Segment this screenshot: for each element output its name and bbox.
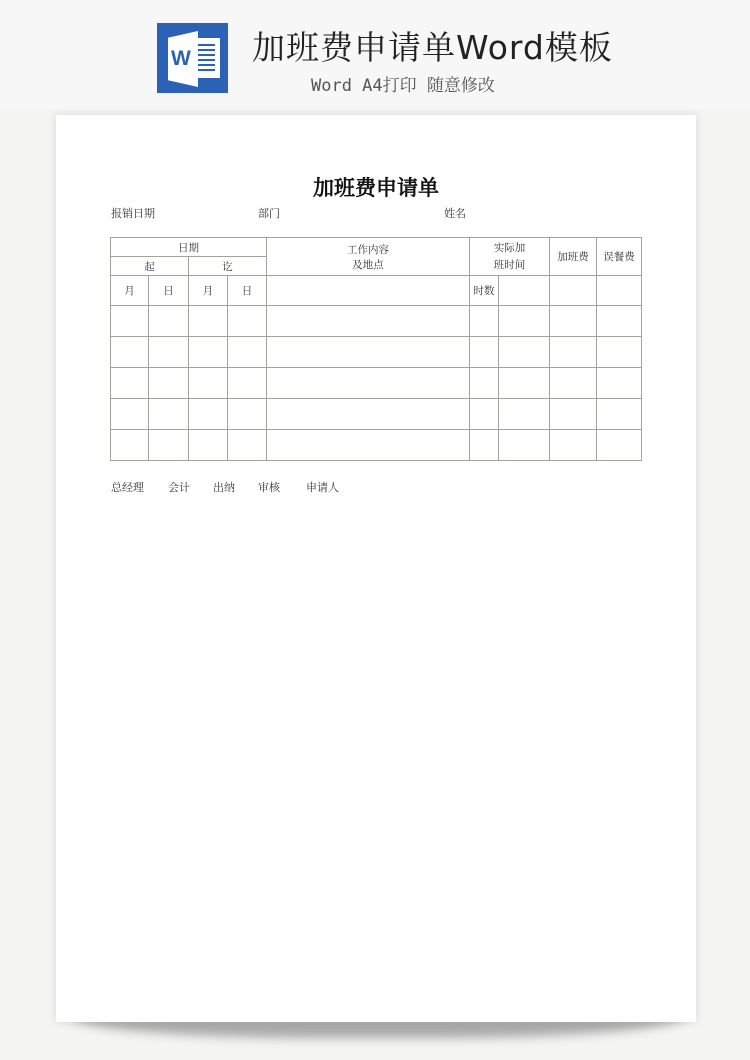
table-row (111, 337, 642, 368)
signature-accountant: 会计 (168, 481, 190, 494)
header-work-content: 工作内容 及地点 (267, 238, 470, 276)
overtime-table (110, 237, 642, 461)
table-row (111, 306, 642, 337)
header-day-start: 日 (149, 276, 189, 306)
banner-title: 加班费申请单Word模板 (252, 28, 613, 67)
header-month-end: 月 (189, 276, 228, 306)
name-label: 姓名 (444, 207, 466, 220)
table-row (111, 399, 642, 430)
signature-general-manager: 总经理 (111, 481, 144, 494)
header-day-end: 日 (228, 276, 267, 306)
department-label: 部门 (258, 207, 280, 220)
document-title: 加班费申请单 (313, 175, 439, 200)
header-overtime-pay: 加班费 (550, 238, 597, 276)
word-icon: W (157, 23, 228, 93)
header-end: 讫 (189, 257, 267, 276)
table-row (111, 368, 642, 399)
banner-subtitle: Word A4打印 随意修改 (311, 76, 495, 96)
signature-cashier: 出纳 (213, 481, 235, 494)
header-actual-overtime: 实际加 班时间 (470, 238, 550, 276)
date-label: 报销日期 (111, 207, 155, 220)
document-page (56, 115, 696, 1022)
header-meal-fee: 误餐费 (597, 238, 642, 276)
header-hours: 时数 (470, 276, 499, 306)
header-date: 日期 (111, 238, 267, 257)
table-row (111, 430, 642, 461)
signature-applicant: 申请人 (306, 481, 339, 494)
signature-reviewer: 审核 (258, 481, 280, 494)
header-month-start: 月 (111, 276, 149, 306)
header-start: 起 (111, 257, 189, 276)
banner (0, 0, 750, 110)
